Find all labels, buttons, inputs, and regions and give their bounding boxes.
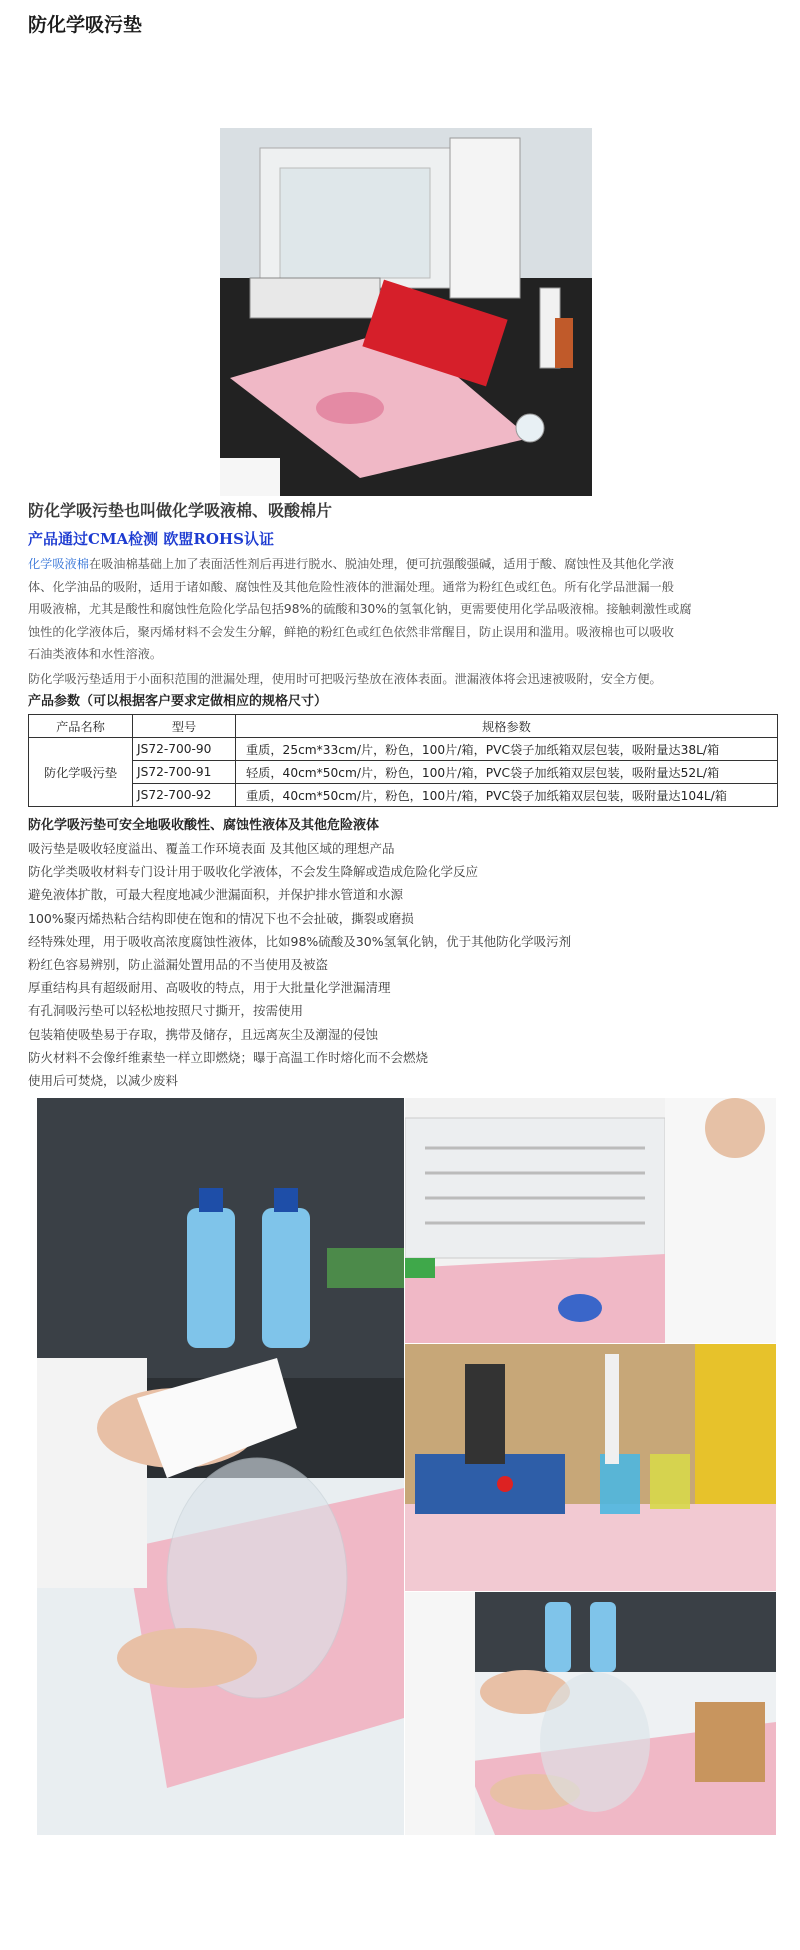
hero-photo-lab-balance bbox=[220, 128, 592, 496]
chemical-absorbent-link[interactable]: 化学吸液棉 bbox=[28, 557, 89, 571]
model-cell: JS72-700-90 bbox=[133, 738, 236, 761]
header-model: 型号 bbox=[133, 715, 236, 738]
spec-cell: 轻质，40cm*50cm/片，粉色，100片/箱，PVC袋子加纸箱双层包装，吸附量达52L/箱 bbox=[236, 761, 778, 784]
table-row bbox=[29, 784, 778, 807]
intro-line: 在吸油棉基础上加了表面活性剂后再进行脱水、脱油处理，便可抗强酸强碱，适用于酸、腐蚀性及其他化学液 bbox=[88, 557, 674, 571]
list-item: 有孔洞吸污垫可以轻松地按照尺寸撕开，按需使用 bbox=[28, 1003, 304, 1019]
intro-line: 体、化学油品的吸附，适用于诸如酸、腐蚀性及其他危险性液体的泄漏处理。通常为粉红色或红色。所有化学品泄漏一般 bbox=[28, 579, 674, 594]
list-item: 防火材料不会像纤维素垫一样立即燃烧；曝于高温工作时熔化而不会燃烧 bbox=[28, 1049, 429, 1065]
list-item: 厚重结构具有超级耐用、高吸收的特点，用于大批量化学泄漏清理 bbox=[28, 980, 391, 996]
header-product-name: 产品名称 bbox=[29, 715, 133, 738]
list-item: 经特殊处理，用于吸收高浓度腐蚀性液体，比如98%硫酸及30%氢氧化钠，优于其他防化学吸污剂 bbox=[28, 933, 572, 949]
photo-hand-wiping-beaker-closeup bbox=[405, 1592, 776, 1835]
list-item: 粉红色容易辨别，防止溢漏处置用品的不当使用及被盗 bbox=[28, 957, 329, 973]
list-item: 防化学类吸收材料专门设计用于吸收化学液体，不会发生降解或造成危险化学反应 bbox=[28, 864, 479, 880]
intro-line: 用吸液棉，尤其是酸性和腐蚀性危险化学品包括98%的硫酸和30%的氢氧化钠，更需要使用化学品吸液棉。接触刺激性或腐 bbox=[28, 602, 692, 616]
intro-paragraph bbox=[28, 553, 776, 666]
list-item: 使用后可焚烧，以减少废料 bbox=[28, 1073, 179, 1089]
subtitle: 防化学吸污垫也叫做化学吸液棉、吸酸棉片 bbox=[28, 501, 333, 520]
product-name-cell: 防化学吸污垫 bbox=[29, 738, 133, 807]
list-item: 吸污垫是吸收轻度溢出、覆盖工作环境表面 及其他区域的理想产品 bbox=[28, 841, 395, 856]
photo-hand-wiping-beaker bbox=[37, 1098, 404, 1835]
certification-line: 产品通过CMA检测 欧盟ROHS认证 bbox=[28, 530, 274, 548]
table-row bbox=[29, 761, 778, 784]
header-spec: 规格参数 bbox=[236, 715, 778, 738]
list-item: 100%聚丙烯热粘合结构即使在饱和的情况下也不会扯破，撕裂或磨损 bbox=[28, 910, 414, 926]
list-item: 包装箱使吸垫易于存取，携带及储存，且远离灰尘及潮湿的侵蚀 bbox=[28, 1026, 379, 1042]
intro-line: 石油类液体和水性溶液。 bbox=[28, 647, 163, 661]
spec-heading: 产品参数（可以根据客户要求定做相应的规格尺寸） bbox=[28, 694, 328, 709]
model-cell: JS72-700-92 bbox=[133, 784, 236, 807]
features-heading: 防化学吸污垫可安全地吸收酸性、腐蚀性液体及其他危险液体 bbox=[28, 818, 380, 833]
spec-table bbox=[28, 714, 778, 807]
spec-cell: 重质，40cm*50cm/片，粉色，100片/箱，PVC袋子加纸箱双层包装，吸附量达104L/箱 bbox=[236, 784, 778, 807]
usage-note: 防化学吸污垫适用于小面积范围的泄漏处理，使用时可把吸污垫放在液体表面。泄漏液体将会迅速被吸附，安全方便。 bbox=[28, 672, 662, 686]
photo-lab-coat-pipetting bbox=[405, 1098, 776, 1343]
spec-cell: 重质，25cm*33cm/片，粉色，100片/箱，PVC袋子加纸箱双层包装，吸附量达38L/箱 bbox=[236, 738, 778, 761]
table-row bbox=[29, 738, 778, 761]
list-item: 避免液体扩散，可最大程度地减少泄漏面积，并保护排水管道和水源 bbox=[28, 887, 404, 903]
model-cell: JS72-700-91 bbox=[133, 761, 236, 784]
photo-machine-blue-liquid bbox=[405, 1344, 776, 1591]
feature-list bbox=[28, 837, 776, 1092]
intro-line: 蚀性的化学液体后，聚丙烯材料不会发生分解，鲜艳的粉红色或红色依然非常醒目，防止误用和滥用。吸液棉也可以吸收 bbox=[28, 624, 674, 639]
page-title: 防化学吸污垫 bbox=[28, 14, 143, 36]
spec-table-header-row bbox=[29, 715, 778, 738]
